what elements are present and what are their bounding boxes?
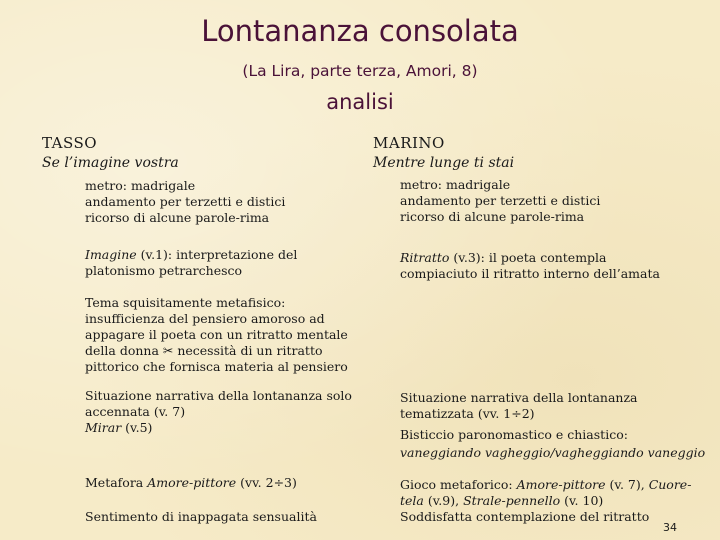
gioco-term-cuore: Cuore- bbox=[648, 477, 692, 492]
gioco-prefix: Gioco metaforico: bbox=[400, 477, 517, 492]
situazione-line: Situazione narrativa della lontananza solo bbox=[85, 388, 352, 403]
right-ritratto bbox=[400, 250, 660, 282]
left-situazione bbox=[85, 388, 352, 436]
metafora-prefix: Metafora bbox=[85, 475, 148, 490]
right-situazione-line: Bisticcio paronomastico e chiastico: bbox=[400, 427, 628, 442]
left-metafora bbox=[85, 475, 297, 491]
right-situazione bbox=[400, 390, 705, 461]
right-situazione-line: tematizzata (vv. 1÷2) bbox=[400, 406, 535, 421]
left-meta-line: metro: madrigale bbox=[85, 178, 196, 193]
soddisfatta-line: Soddisfatta contemplazione del ritratto bbox=[400, 509, 650, 524]
gioco-term-strale: Strale-pennello bbox=[463, 493, 561, 508]
right-meta-line: ricorso di alcune parole-rima bbox=[400, 209, 585, 224]
metafora-rest: (vv. 2÷3) bbox=[236, 475, 297, 490]
left-imagine bbox=[85, 247, 297, 279]
gioco-term-amore: Amore-pittore bbox=[516, 477, 606, 492]
right-situazione-line: Situazione narrativa della lontananza bbox=[400, 390, 638, 405]
left-work: Se l’imagine vostra bbox=[42, 155, 179, 171]
section-heading: analisi bbox=[326, 90, 394, 114]
imagine-term: Imagine bbox=[85, 247, 137, 262]
right-meta bbox=[400, 177, 600, 225]
gioco-mid: (v.9), bbox=[423, 493, 464, 508]
mirar-term: Mirar bbox=[85, 420, 122, 435]
left-meta-line: ricorso di alcune parole-rima bbox=[85, 210, 270, 225]
left-meta bbox=[85, 178, 285, 226]
tema-line: appagare il poeta con un ritratto mentale bbox=[85, 327, 348, 342]
imagine-text: (v.1): interpretazione del bbox=[136, 247, 298, 262]
page-title: Lontananza consolata bbox=[201, 14, 519, 48]
tema-line: Tema squisitamente metafisico: bbox=[85, 295, 286, 310]
tema-line: pittorico che fornisca materia al pensiero bbox=[85, 359, 348, 374]
gioco-mid: (v. 7), bbox=[605, 477, 649, 492]
left-author: TASSO bbox=[42, 134, 98, 152]
gioco-term-tela: tela bbox=[400, 493, 424, 508]
right-meta-line: andamento per terzetti e distici bbox=[400, 193, 601, 208]
metafora-term: Amore-pittore bbox=[147, 475, 237, 490]
right-author: MARINO bbox=[373, 134, 445, 152]
ritratto-text: (v.3): il poeta contempla bbox=[449, 250, 607, 265]
tema-line: della donna ✂ necessità di un ritratto bbox=[85, 343, 323, 358]
left-sentimento: Sentimento di inappagata sensualità bbox=[85, 509, 317, 524]
right-meta-line: metro: madrigale bbox=[400, 177, 511, 192]
ritratto-term: Ritratto bbox=[400, 250, 450, 265]
left-tema bbox=[85, 295, 348, 375]
ritratto-line2: compiaciuto il ritratto interno dell’amata bbox=[400, 266, 660, 281]
gioco-end: (v. 10) bbox=[560, 493, 604, 508]
situazione-line: accennata (v. 7) bbox=[85, 404, 186, 419]
page-subtitle: (La Lira, parte terza, Amori, 8) bbox=[242, 62, 478, 80]
page-number: 34 bbox=[663, 521, 677, 534]
right-gioco bbox=[400, 477, 691, 525]
bisticcio-text: vaneggiando vagheggio/vagheggiando vaneggio bbox=[400, 445, 706, 460]
right-work: Mentre lunge ti stai bbox=[373, 155, 515, 171]
tema-line: insufficienza del pensiero amoroso ad bbox=[85, 311, 325, 326]
left-meta-line: andamento per terzetti e distici bbox=[85, 194, 286, 209]
mirar-text: (v.5) bbox=[121, 420, 153, 435]
imagine-line2: platonismo petrarchesco bbox=[85, 263, 243, 278]
